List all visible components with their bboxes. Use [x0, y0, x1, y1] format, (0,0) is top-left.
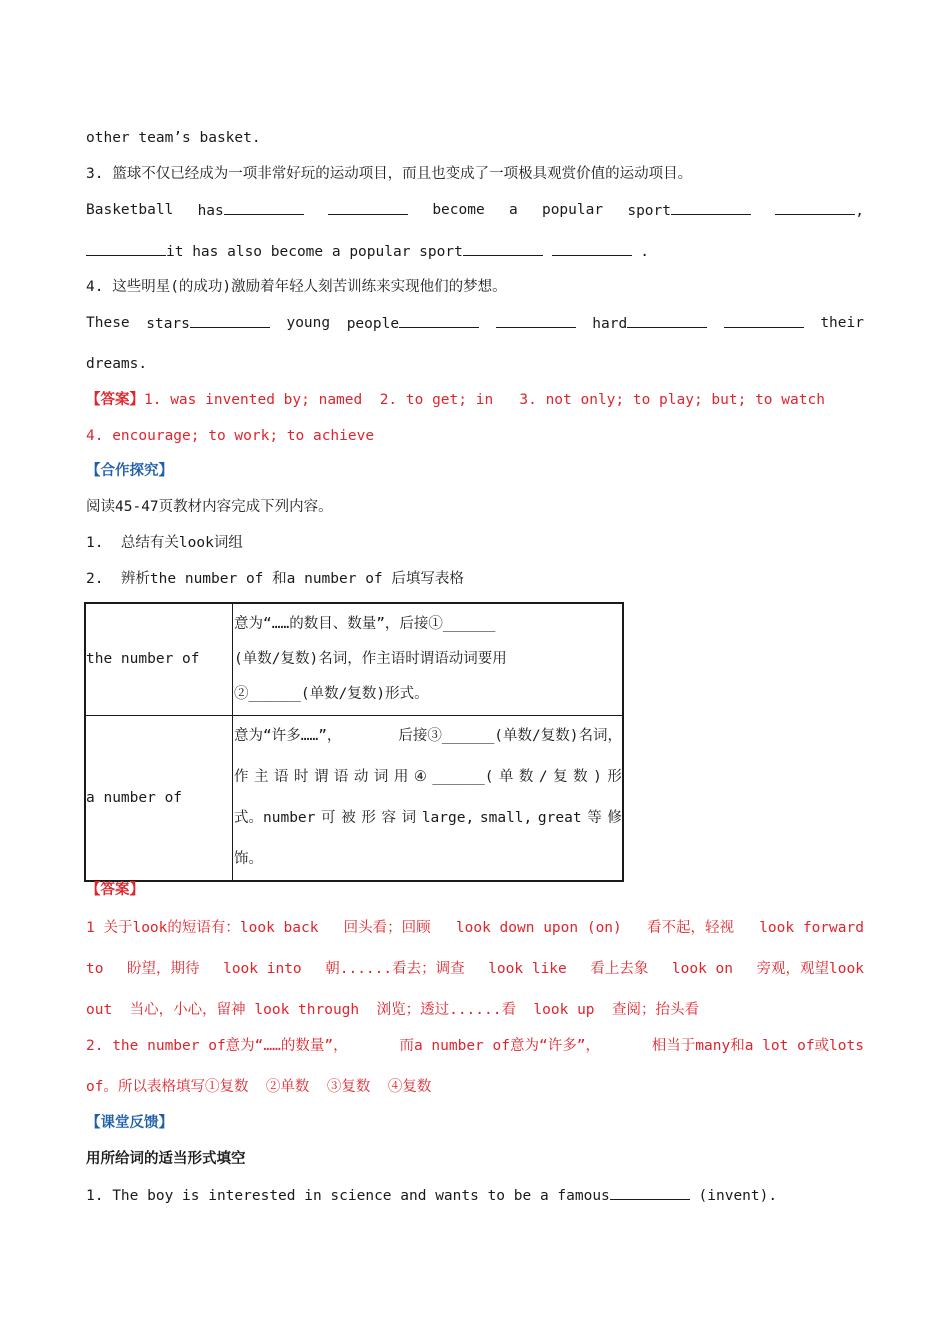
answer-line-2: 4. encourage; to work; to achieve — [86, 428, 375, 444]
instruction-text: 阅读45-47页教材内容完成下列内容。 — [86, 499, 333, 515]
word: sport — [627, 200, 751, 221]
table-row — [85, 715, 623, 881]
description-cell — [233, 715, 624, 881]
blank[interactable] — [86, 241, 166, 256]
description-cell — [233, 603, 624, 715]
question-4-chinese: 4. 这些明星(的成功)激励着年轻人刻苦训练来实现他们的梦想。 — [86, 279, 507, 295]
term-cell: the number of — [85, 603, 233, 715]
question-4-english-cont: dreams. — [86, 356, 148, 372]
blank[interactable] — [671, 200, 751, 215]
list-item: 2. 辨析the number of 和a number of 后填写表格 — [86, 571, 464, 587]
question-3-chinese: 3. 篮球不仅已经成为一项非常好玩的运动项目，而且也变成了一项极具观赏价值的运动项目。 — [86, 166, 693, 182]
text-line: other team’s basket. — [86, 130, 261, 146]
answer-line-1: 【答案】1. was invented by; named 2. to get; in 3. not only; to play; but; to watch — [86, 392, 825, 408]
blank[interactable] — [627, 313, 707, 328]
cell-line: 意为“……的数目、数量”，后接①______ — [234, 616, 496, 633]
term-cell: a number of — [85, 715, 233, 881]
comparison-table — [84, 602, 624, 882]
answer-tag: 【答案】 — [86, 392, 144, 408]
word: become — [432, 202, 485, 218]
word: hard — [592, 313, 707, 334]
word: popular — [541, 202, 604, 218]
blank[interactable] — [463, 241, 543, 256]
blank[interactable] — [496, 313, 576, 328]
question-4-english — [86, 313, 864, 334]
answer-paragraph-line: to 盼望，期待 look into 朝......看去；调查 look like 看上去象 look on 旁观，观望look — [86, 961, 864, 977]
question-3-english — [86, 200, 864, 221]
word: people — [347, 313, 479, 334]
blank[interactable] — [775, 200, 855, 215]
answer-paragraph-line: out 当心，小心，留神 look through 浏览；透过......看 look up 查阅；抬头看 — [86, 1002, 699, 1018]
section-heading: 【合作探究】 — [86, 463, 173, 479]
word: a — [508, 202, 518, 218]
blank[interactable] — [724, 313, 804, 328]
cell-line: 饰。 — [234, 851, 263, 867]
answer-paragraph-line: of。所以表格填写①复数 ②单数 ③复数 ④复数 — [86, 1079, 432, 1095]
blank[interactable] — [610, 1185, 690, 1200]
blank[interactable] — [190, 313, 270, 328]
word: their — [820, 315, 864, 331]
blank[interactable] — [328, 200, 408, 215]
answer-tag: 【答案】 — [86, 882, 144, 898]
blank[interactable] — [224, 200, 304, 215]
cell-line: ②______(单数/复数)形式。 — [234, 686, 429, 703]
list-item: 1. 总结有关look词组 — [86, 535, 243, 551]
word: These — [86, 315, 130, 331]
section-heading: 【课堂反馈】 — [86, 1115, 173, 1131]
word: , — [775, 200, 864, 221]
cell-line: 意为“许多……”， 后接③______(单数/复数)名词， — [234, 728, 622, 744]
word: Basketball — [86, 202, 174, 218]
question-3-english-cont: it has also become a popular sport . — [86, 241, 864, 262]
word: young — [286, 315, 331, 331]
word: stars — [146, 313, 270, 334]
table-row — [85, 603, 623, 715]
word: has — [198, 200, 304, 221]
cell-line: (单数/复数)名词，作主语时谓语动词要用 — [234, 651, 507, 668]
answer-paragraph-line: 2. the number of意为“……的数量”， 而a number of意为“许多”， 相当于many和a lot of或lots — [86, 1038, 864, 1054]
blank[interactable] — [399, 313, 479, 328]
blank[interactable] — [552, 241, 632, 256]
instruction-text: 用所给词的适当形式填空 — [86, 1151, 246, 1167]
cell-line: 作 主 语 时 谓 语 动 词 用 ④ ______( 单 数 / 复 数 ) 形 — [234, 769, 622, 785]
answer-paragraph-line: 1 关于look的短语有：look back 回头看；回顾 look down upon (on) 看不起，轻视 look forward — [86, 920, 864, 936]
cell-line: 式。number 可 被 形 容 词 large, small, great 等 修 — [234, 810, 622, 826]
question-1: 1. The boy is interested in science and wants to be a famous (invent). — [86, 1185, 864, 1206]
